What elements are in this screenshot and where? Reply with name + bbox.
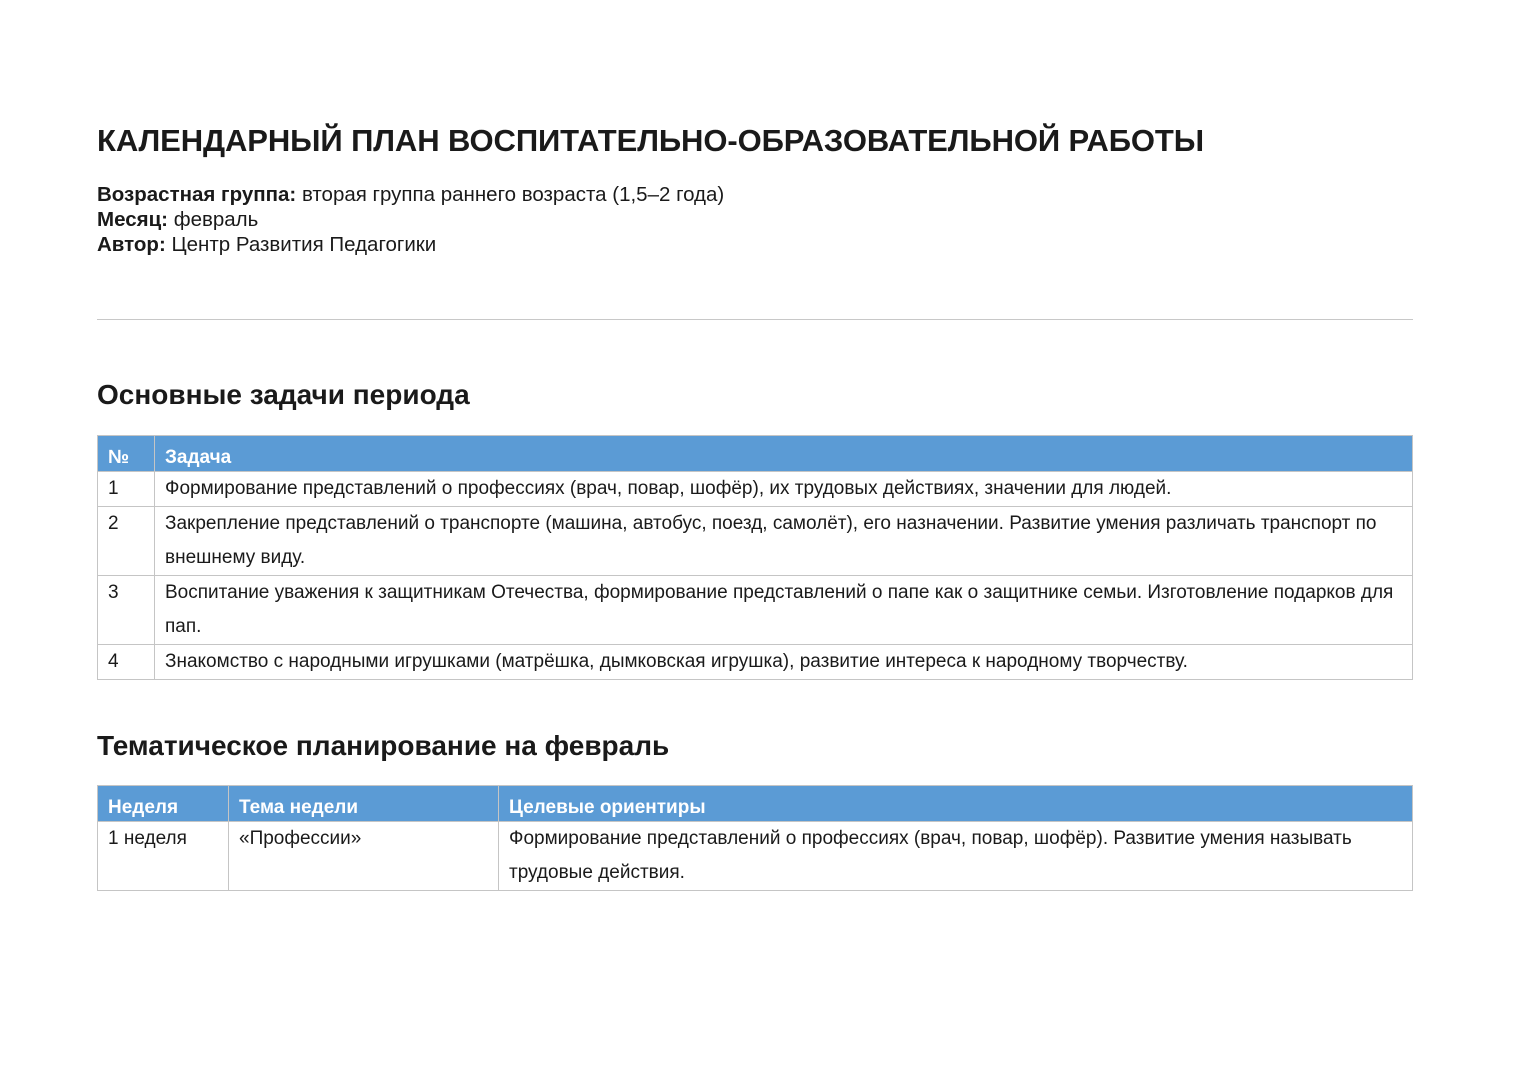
meta-month-label: Месяц:	[97, 208, 168, 231]
meta-author-label: Автор:	[97, 233, 166, 256]
plan-goals-cell	[499, 822, 1413, 891]
meta-author	[97, 232, 724, 257]
task-number: 2	[108, 513, 119, 534]
plan-section-title: Тематическое планирование на февраль	[97, 730, 670, 761]
table-row	[98, 472, 1413, 507]
document-title: КАЛЕНДАРНЫЙ ПЛАН ВОСПИТАТЕЛЬНО-ОБРАЗОВАТЕЛЬНОЙ РАБОТЫ	[97, 123, 1204, 158]
meta-age-group-value: вторая группа раннего возраста (1,5–2 года)	[301, 183, 725, 206]
plan-header-theme: Тема недели	[229, 786, 499, 822]
task-text: Знакомство с народными игрушками (матрёшка, дымковская игрушка), развитие интереса к народному творчеству.	[165, 651, 1188, 672]
plan-theme-cell	[229, 822, 499, 891]
tasks-section-title: Основные задачи периода	[97, 379, 470, 410]
task-number-cell	[98, 576, 155, 645]
task-number: 1	[108, 478, 119, 499]
tasks-table	[97, 435, 1413, 680]
task-number: 4	[108, 651, 119, 672]
table-row	[98, 645, 1413, 680]
plan-table-header-row	[98, 786, 1413, 822]
task-number: 3	[108, 582, 119, 603]
tasks-header-task: Задача	[155, 436, 1413, 472]
meta-age-group	[97, 182, 724, 207]
meta-month-value: февраль	[173, 208, 259, 231]
plan-theme: «Профессии»	[239, 828, 362, 849]
meta-author-value: Центр Развития Педагогики	[171, 233, 437, 256]
task-text: Воспитание уважения к защитникам Отечества, формирование представлений о папе как о защитнике семьи. Изготовление подарков для пап.	[165, 582, 1394, 637]
plan-week: 1 неделя	[108, 828, 187, 849]
task-number-cell	[98, 472, 155, 507]
task-number-cell	[98, 507, 155, 576]
plan-week-cell	[98, 822, 229, 891]
table-row	[98, 507, 1413, 576]
plan-header-goals: Целевые ориентиры	[499, 786, 1413, 822]
task-text-cell	[155, 472, 1413, 507]
table-row	[98, 822, 1413, 891]
tasks-header-number: №	[98, 436, 155, 472]
task-text-cell	[155, 507, 1413, 576]
meta-age-group-label: Возрастная группа:	[97, 183, 297, 206]
task-text: Формирование представлений о профессиях (врач, повар, шофёр), их трудовых действиях, значении для людей.	[165, 478, 1172, 499]
document-meta	[97, 182, 724, 257]
task-number-cell	[98, 645, 155, 680]
task-text: Закрепление представлений о транспорте (машина, автобус, поезд, самолёт), его назначении. Развитие умения различать транспорт по внешнему виду.	[165, 513, 1377, 568]
task-text-cell	[155, 576, 1413, 645]
plan-goals: Формирование представлений о профессиях (врач, повар, шофёр). Развитие умения называть трудовые действия.	[509, 828, 1352, 883]
meta-month	[97, 207, 724, 232]
plan-table	[97, 785, 1413, 891]
task-text-cell	[155, 645, 1413, 680]
plan-header-week: Неделя	[98, 786, 229, 822]
horizontal-divider	[97, 319, 1413, 320]
tasks-table-header-row	[98, 436, 1413, 472]
table-row	[98, 576, 1413, 645]
